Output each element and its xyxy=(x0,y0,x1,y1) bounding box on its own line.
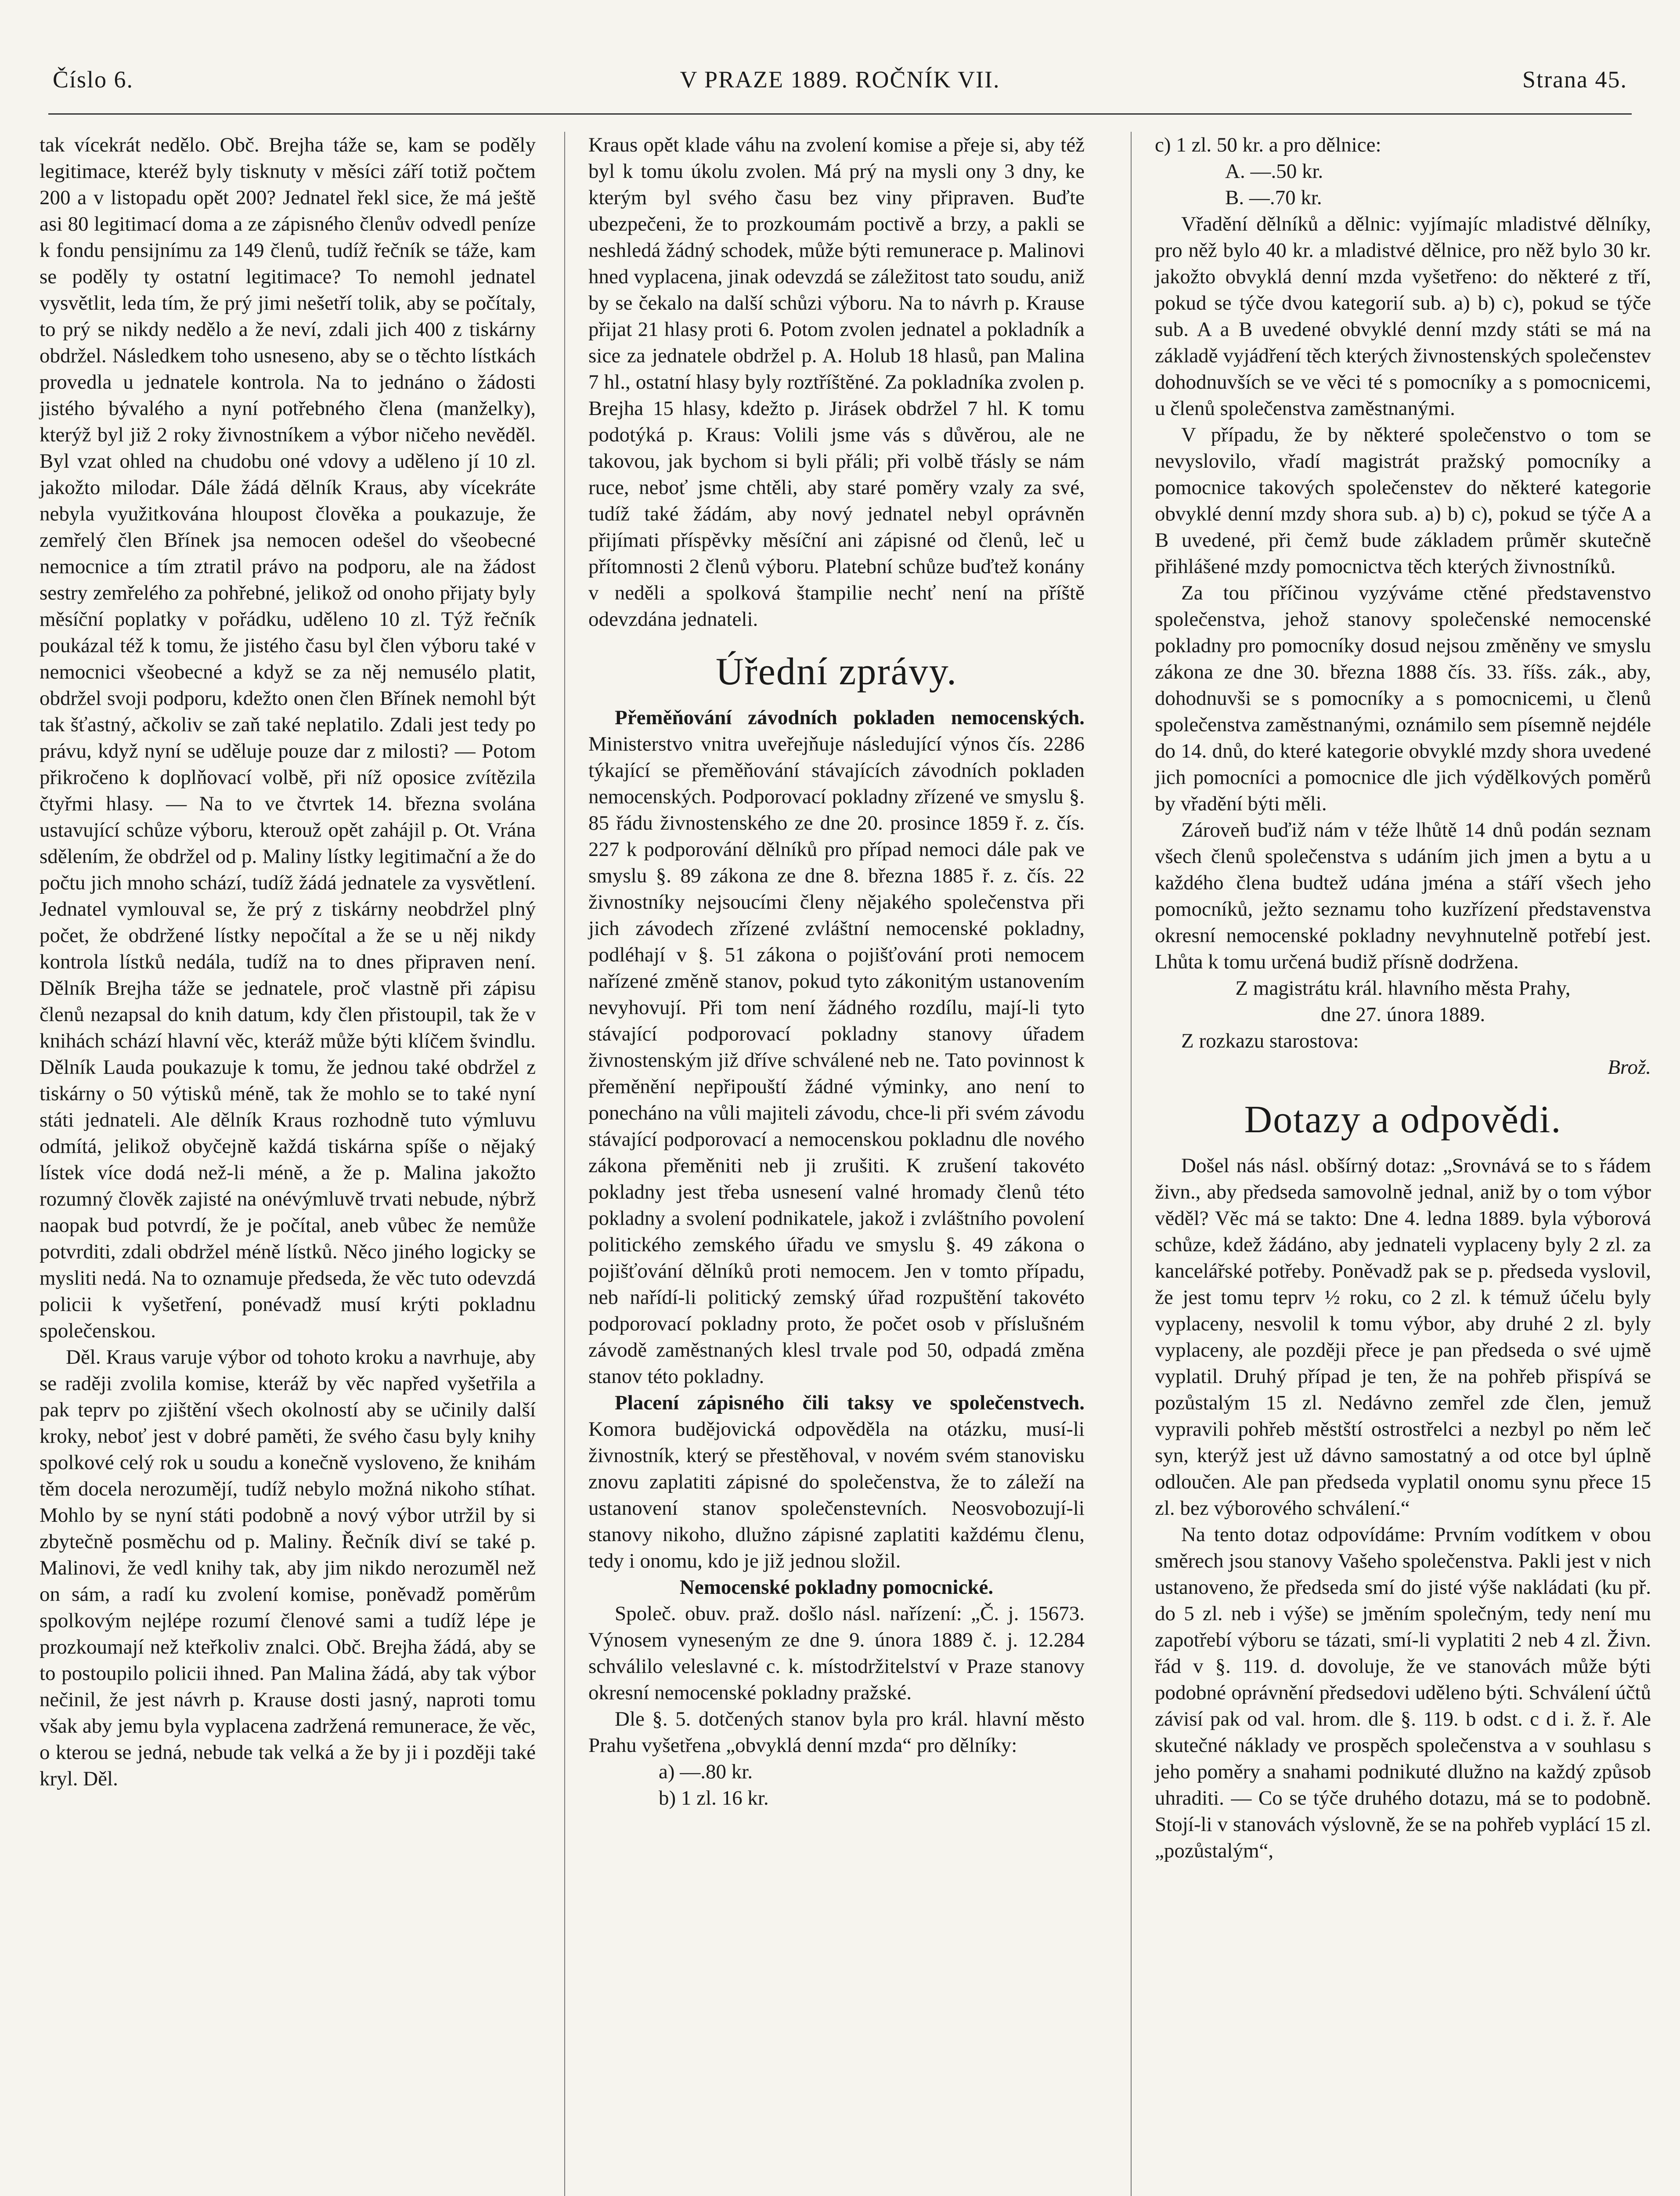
wage-item: B. —.70 kr. xyxy=(1225,186,1322,209)
signature-line: Z magistrátu král. hlavního města Prahy, xyxy=(1235,977,1571,1000)
meeting-report-paragraph: Kraus opět klade váhu na zvolení komise a přeje si, aby též byl k tomu úkolu zvolen. Má prý na mysli ony 3 dny, ke kterým byl svého času bez viny připraven. Buďte ubezpečeni, že to prozkoumám poctivě a brzy, a pakli se neshledá žádný schodek, může býti remunerace p. Malinovi hned vyplacena, jinak odevzdá se záležitost tato soudu, aniž by se čekalo na další schůzi výboru. Na to návrh p. Krause přijat 21 hlasy proti 6. Potom zvolen jednatel a pokladník a sice za jednatele obdržel p. A. Holub 18 hlasů, pan Malina 7 hl., ostatní hlasy byly roztříštěné. Za pokladníka zvolen p. Brejha 15 hlasy, kdežto p. Jirásek obdržel 7 hl. K tomu podotýká p. Kraus: Volili jsme vás s důvěrou, ale ne takovou, jak bychom si byli přáli; při volbě třásly se nám ruce, neboť jsme chtěli, aby staré poměry vzaly za své, tudíž také žádám, aby nový jednatel nebyl oprávněn přijímati příspěvky měsíční ani zápisné od členů, leč u přítomnosti 2 členů výboru. Platební schůze buďtež konány v neděli a spolková štampilie nechť není na příště odevzdána jednateli. xyxy=(588,134,1085,631)
meeting-report-paragraph: Děl. Kraus varuje výbor od tohoto kroku a navrhuje, aby se raději zvolila komise, kteráž by věc napřed vyšetřila a pak teprv po zjištění všech okolností aby se učinily další kroky, neboť jest v dobré paměti, že svého času byly knihy spolkové celý rok u soudu a konečně vysloveno, že knihám těm docela nerozumějí, tudíž nebylo možná nikoho stíhat. Mohlo by se nyní státi podobně a nový výbor utržil by si zbytečně posměchu od p. Maliny. Řečník diví se také p. Malinovi, že vedl knihy tak, aby jim nikdo nerozuměl než on sám, a radí ku zvolení komise, poněvadž poměrům spolkovým nejlépe rozumí členové sami a tudíž lépe je prozkoumají než kteřkoliv znalci. Obč. Brejha žádá, aby se to postoupilo policii ihned. Pan Malina žádá, aby tak výbor nečinil, že jest návrh p. Krause dosti jasný, naproti tomu však aby jemu byla vyplacena zadržená remunerace, že věc, o kterou se jedná, nebude tak velká a že by ji i později také kryl. Děl. xyxy=(40,1346,536,1790)
wage-item: a) —.80 kr. xyxy=(659,1760,753,1783)
wage-item: b) 1 zl. 16 kr. xyxy=(659,1787,769,1810)
notice-paragraph: Za tou příčinou vyzýváme ctěné představenstvo společenstva, jehož stanovy společenské nemocenské pokladny pro pomocníky dosud nejsou změněny ve smyslu zákona ze dne 30. března 1888 čís. 33. říšs. zák., aby, dohodnuvši se s pomocníky a s pomocnicemi, u členů společenstva zaměstnanými, oznámilo sem písemně nejdéle do 14. dnů, do které kategorie obvyklé mzdy shora uvedené jich pomocníci a pomocnice dle jich výdělkových poměrů by vřadění býti měli. xyxy=(1155,582,1651,815)
signature-line: Z rozkazu starostova: xyxy=(1181,1029,1359,1052)
notice-paragraph: V případu, že by některé společenstvo o tom se nevyslovilo, vřadí magistrát pražský pomocníky a pomocnice takových společenstev do některé kategorie obvyklé denní mzdy shora sub. a) b) c), pokud se týče A a B uvedené, při čemž bude základem průměr skutečně přihlášené mzdy pomocnictva těch kterých živnostníků. xyxy=(1155,423,1651,578)
page-header xyxy=(53,66,1627,105)
meeting-report-paragraph: tak vícekrát nedělo. Obč. Brejha táže se, kam se poděly legitimace, kteréž byly tisknuty v měsíci září totiž počtem 200 a v listopadu opět 200? Jednatel řekl sice, že má ještě asi 80 legitimací doma a ze zápisného členův odvedl peníze k fondu pensijnímu za 149 členů, tudíž řečník se táže, kam se poděly ty ostatní legitimace? To nemohl jednatel vysvětlit, leda tím, že prý jimi nešetří tolik, aby se počítaly, to prý se nikdy nedělo a že neví, zdali jich 400 z tiskárny obdržel. Následkem toho usneseno, aby se o těchto lístkách provedla u jednatele kontrola. Na to jednáno o žádosti jistého bývalého a nyní potřebného člena (manželky), kterýž byl již 2 roky živnostníkem a výbor ničeho nevěděl. Byl vzat ohled na chudobu oné vdovy a udělenо jí 10 zl. jakožto milodar. Dále žádá dělník Kraus, aby vícekráte nebyla využitkována hloupost člověka a poukazuje, že zemřelý člen Břínek jsa nemocen odešel do všeobecné nemocnice a tím ztratil právo na podporu, ale na žádost sestry zemřelého za pohřebné, jelikož od onoho přijaty byly měsíční poplatky v pořádku, uděleno 10 zl. Týž řečník poukázal též k tomu, že jistého času byl člen výboru také v nemocnici všeobecné a když se za něj nemusélo platit, obdržel svoji podporu, kdežto onen člen Břínek nemohl být tak šťastný, ačkoliv se zaň také neplatilo. Zdali jest tedy po právu, když nyní se uděluje pouze dar z milosti? — Potom přikročeno k doplňovací volbě, při níž oposice zvítězila čtyřmi hlasy. — Na to ve čtvrtek 14. března svolána ustavující schůze výboru, kterouž opět zahájil p. Ot. Vrána sdělením, že obdržel od p. Maliny lístky legitimační a že do počtu jich mnoho schází, tudíž žádá jednatele za vysvětlení. Jednatel vymlouval se, že prý z tiskárny neobdržel plný počet, že obdržené lístky nepočítal a že se u něj nikdy kontrola lístků nedála, tudíž na to dnes připraven není. Dělník Brejha táže se jednatele, proč vlastně při zápisu členů nezapsal do knih datum, kdy člen přistoupil, tak že v knihách schází hlavní věc, kteráž může býti klíčem švindlu. Dělník Lauda poukazuje k tomu, že jednou také obdržel z tiskárny o 50 výtisků méně, tak že mohlo se to také nyní státi jednateli. Ale dělník Kraus rozhodně tuto výmluvu odmítá, jelikož obyčejně každá tiskárna spíše o nějaký lístek více dodá než-li méně, a že p. Malina jakožto rozumný člověk zajisté na onévýmluvě trvati nebude, nýbrž naopak bud potvrdí, že je počítal, aneb vůbec že nemůže potvrditi, zdali obdržel méně lístků. Něco jiného logicky se mysliti nedá. Na to oznamuje předseda, že věc tuto odevzdá policii k vyšetření, ponévadž musí krýti pokladnu společenskou. xyxy=(40,134,536,1342)
section-title-questions-answers: Dotazy a odpovědi. xyxy=(1244,1098,1562,1141)
signature-name: Brož. xyxy=(1608,1056,1651,1079)
subsection-heading: Nemocenské pokladny pomocnické. xyxy=(679,1576,994,1599)
page-number: Strana 45. xyxy=(1522,66,1627,93)
column-divider xyxy=(564,132,565,2196)
signature-date: dne 27. února 1889. xyxy=(1320,1003,1485,1026)
column-1 xyxy=(40,132,536,1792)
place-year-volume: V PRAZE 1889. ROČNÍK VII. xyxy=(680,66,1000,93)
notice-paragraph: Vřadění dělníků a dělnic: vyjímajíc mladistvé dělníky, pro něž bylo 40 kr. a mladistvé dělnice, pro něž bylo 30 kr. jakožto obvyklá denní mzda vyšetřeno: do některé z tří, pokud se týče dvou kategorií sub. a) b) c), pokud se týče sub. A a B uvedené obvyklé denní mzdy státi se má na základě vyjádření těch kterých živnostenských společenstev dohodnuvších se ve věci té s pomocníky a s pomocnicemi, u členů společenstva zaměstnanými. xyxy=(1155,213,1651,420)
notice-paragraph: Zároveň buďiž nám v téže lhůtě 14 dnů podán seznam všech členů společenstva s udáním jich jmen a bytu a u každého člena budtež udána jména a stáří všech jeho pomocníků, ježto seznamu toho kuzřízení představenstva okresní nemocenské pokladny nevyhnutelně potřebí jest. Lhůta k tomu určená budiž přísně dodržena. xyxy=(1155,819,1651,973)
subsection-body: Dle §. 5. dotčených stanov byla pro král. hlavní město Prahu vyšetřena „obvyklá denní mzda“ pro dělníky: xyxy=(588,1708,1085,1757)
wage-item: c) 1 zl. 50 kr. a pro dělnice: xyxy=(1155,134,1381,156)
issue-number: Číslo 6. xyxy=(53,66,134,93)
answer-paragraph: Na tento dotaz odpovídáme: Prvním vodítkem v obou směrech jsou stanovy Vašeho společenstva. Pakli jest v nich ustanoveno, že předseda smí do jisté výše nakládati (ku př. do 5 zl. neb i výše) se jměním společným, tedy není mu zapotřebí výboru se tázati, smí-li vyplatiti 2 neb 4 zl. Živn. řád v §. 119. d. dovoluje, že ve stanovách může býti podobné oprávnění předsedovi uděleno býti. Schválení účtů závisí pak od val. hrom. dle §. 119. b odst. c d i. ž. ř. Ale skutečné náklady ve prospěch společenstva a v souhlasu s jeho poměry a snahami podnikuté dlužno na každý způsob uhraditi. — Co se týče druhého dotazu, má se to podobně. Stojí-li v stanovách výslovně, že se na pohřeb vyplácí 15 zl. „pozůstalým“, xyxy=(1155,1523,1651,1862)
column-3 xyxy=(1155,132,1651,1864)
subsection-heading: Přeměňování závodních pokladen nemocenských. xyxy=(615,706,1085,729)
column-divider xyxy=(1131,132,1132,2196)
subsection-body: Společ. obuv. praž. došlo násl. nařízení: „Č. j. 15673. Výnosem vyneseným ze dne 9. února 1889 č. j. 12.284 schválilo veleslavné c. k. místodržitelství v Praze stanovy okresní nemocenské pokladny pražské. xyxy=(588,1602,1085,1704)
subsection-body: Ministerstvo vnitra uveřejňuje následující výnos čís. 2286 týkající se přeměňování stávajících závodních pokladen nemocenských. Podporovací pokladny zřízené ve smyslu §. 85 řádu živnostenského ze dne 20. prosince 1859 ř. z. čís. 227 k podporování dělníků pro případ nemoci dále pak ve smyslu §. 89 zákona ze dne 8. března 1885 ř. z. čís. 22 živnostníky nejsoucími členy nějakého společenstva při jich závodech zřízené zvláštní nemocenské pokladny, podléhají v §. 51 zákona o pojišťování proti nemocem nařízené změně stanov, pokud tyto zákonitým ustanovením nevyhovují. Při tom není žádného rozdílu, mají-li tyto stávající podporovací pokladny stanovy úřadem živnostenským již dříve schválené neb ne. Tato povinnost k přeměnění nepřipouští žádné výminky, ano není to ponecháno na vůli majiteli závodu, chce-li při svém závodu stávající podporovací a nemocenskou pokladnu dle nového zákona přeměniti neb ji zrušiti. K zrušení takovéto pokladny jest třeba usnesení valné hromady členů této pokladny a svolení podnikatele, jakož i zvláštního povolení politického zemského úřadu ve smyslu §. 49 zákona o pojišťování dělníků proti nemocem. Jen v tomto případu, neb nařídí-li politický zemský úřad rozpuštění takovéto podporovací pokladny proto, že počet osob v příslušném závodě zaměstnaných klesl trvale pod 50, odpadá změna stanov této pokladny. xyxy=(588,733,1085,1388)
header-rule xyxy=(48,113,1632,115)
question-paragraph: Došel nás násl. obšírný dotaz: „Srovnává se to s řádem živn., aby předseda samovolně jednal, aniž by o tom výbor věděl? Věc má se takto: Dne 4. ledna 1889. byla výborová schůze, kdež žádáno, aby jednateli vyplaceny byly 2 zl. za kancelářské potřeby. Poněvadž pak se p. předseda vyslovil, že jest tomu teprv ½ roku, co 2 zl. k témuž účelu byly vyplaceny, nesvolil k tomu výbor, aby druhé 2 zl. byly vyplaceny, ale později přece je pan předseda o své ujmě vyplatil. Druhý případ je ten, že na pohřeb přispívá se pozůstalým 15 zl. Nedávno zemřel zde člen, jemuž vypravili pohřeb městští ostrostřelci a nezbyl po něm leč syn, kterýž jest už dávno samostatný a od otce byl úplně odloučen. Ale pan předseda vyplatil onomu synu přece 15 zl. bez výborového schválení.“ xyxy=(1155,1154,1651,1520)
subsection-heading: Placení zápisného čili taksy ve společenstvech. xyxy=(615,1391,1085,1414)
section-title-official-news: Úřední zprávy. xyxy=(715,650,958,693)
wage-item: A. —.50 kr. xyxy=(1225,160,1323,183)
subsection-body: Komora budějovická odpověděla na otázku, musí-li živnostník, který se přestěhoval, v novém svém stanovisku znovu zaplatiti zápisné do společenstva, že to záleží na ustanovení stanov společenstevních. Neosvobozují-li stanovy nikoho, dlužno zápisné zaplatiti každému členu, tedy i onomu, kdo je již jednou složil. xyxy=(588,1418,1085,1572)
column-2 xyxy=(588,132,1085,1811)
